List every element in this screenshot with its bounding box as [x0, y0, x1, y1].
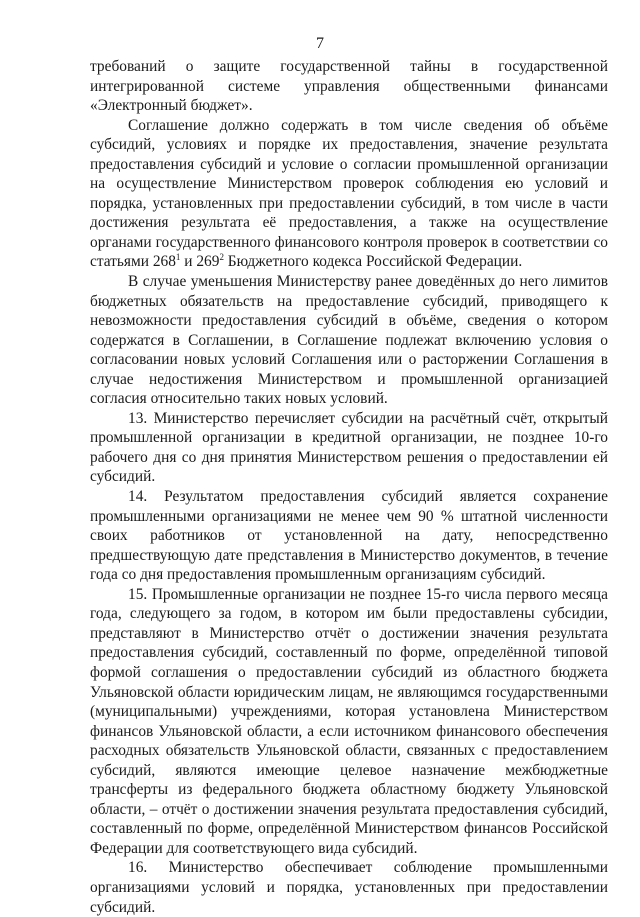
paragraph-item-13: 13. Министерство перечисляет субсидии на расчётный счёт, открытый промышленной организации в кредитной организации, не позднее 10-го рабочего дня со дня принятия Министерством решения о предоставлении ей субсидий. [90, 409, 608, 486]
paragraph-agreement-contents [90, 116, 608, 272]
page-number: 7 [316, 35, 324, 52]
superscript-article-268: 1 [175, 252, 181, 263]
superscript-article-269: 2 [219, 252, 224, 263]
paragraph-continuation: требований о защите государственной тайны в государственной интегрированной системе управления общественными финансами «Электронный бюджет». [90, 58, 608, 115]
document-body [90, 57, 608, 917]
paragraph-limits-reduction: В случае уменьшения Министерству ранее доведённых до него лимитов бюджетных обязательств на предоставление субсидий, приводящего к невозможности предоставления субсидий в объёме, сведения о котором содержатся в Соглашении, в Соглашение подлежат включению условия о согласовании новых условий Соглашения или о расторжении Соглашения в случае недостижения Министерством и промышленной организацией согласия относительно таких новых условий. [90, 273, 608, 408]
paragraph-agreement-text: Соглашение должно содержать в том числе сведения об объёме субсидий, условиях и порядке их предоставления, значение результата предоставления субсидий и условие о согласии промышленной организации на осуществление Министерством проверок соблюдения ею условий и порядка, установленных при предоставлении субсидий, в том числе в части достижения результата её предоставления, а также на осуществление органами государственного финансового контроля проверок в соответствии со статьями 268 [90, 116, 608, 271]
paragraph-agreement-tail: Бюджетного кодекса Российской Федерации. [223, 253, 523, 271]
paragraph-item-15: 15. Промышленные организации не позднее 15-го числа первого месяца года, следующего за годом, в котором им были предоставлены субсидии, представляют в Министерство отчёт о достижении значения результата предоставления субсидий, составленный по форме, определённой типовой формой соглашения о предоставлении субсидий из областного бюджета Ульяновской области юридическим лицам, не являющимся государственными (муниципальными) учреждениями, которая установлена Министерством финансов Ульяновской области, а если источником финансового обеспечения расходных обязательств Ульяновской области, связанных с предоставлением субсидий, являются имеющие целевое назначение межбюджетные трансферты из федерального бюджета областному бюджету Ульяновской области, – отчёт о достижении значения результата предоставления субсидий, составленный по форме, определённой Министерством финансов Российской Федерации для соответствующего вида субсидий. [90, 585, 608, 857]
paragraph-item-14: 14. Результатом предоставления субсидий является сохранение промышленными организациями не менее чем 90 % штатной численности своих работников от установленной на дату, непосредственно предшествующую дате представления в Министерство документов, в течение года со дня предоставления промышленным организациям субсидий. [90, 488, 608, 584]
paragraph-item-16: 16. Министерство обеспечивает соблюдение промышленными организациями условий и порядка, установленных при предоставлении субсидий. [90, 859, 608, 916]
paragraph-agreement-mid: и 269 [180, 253, 220, 271]
